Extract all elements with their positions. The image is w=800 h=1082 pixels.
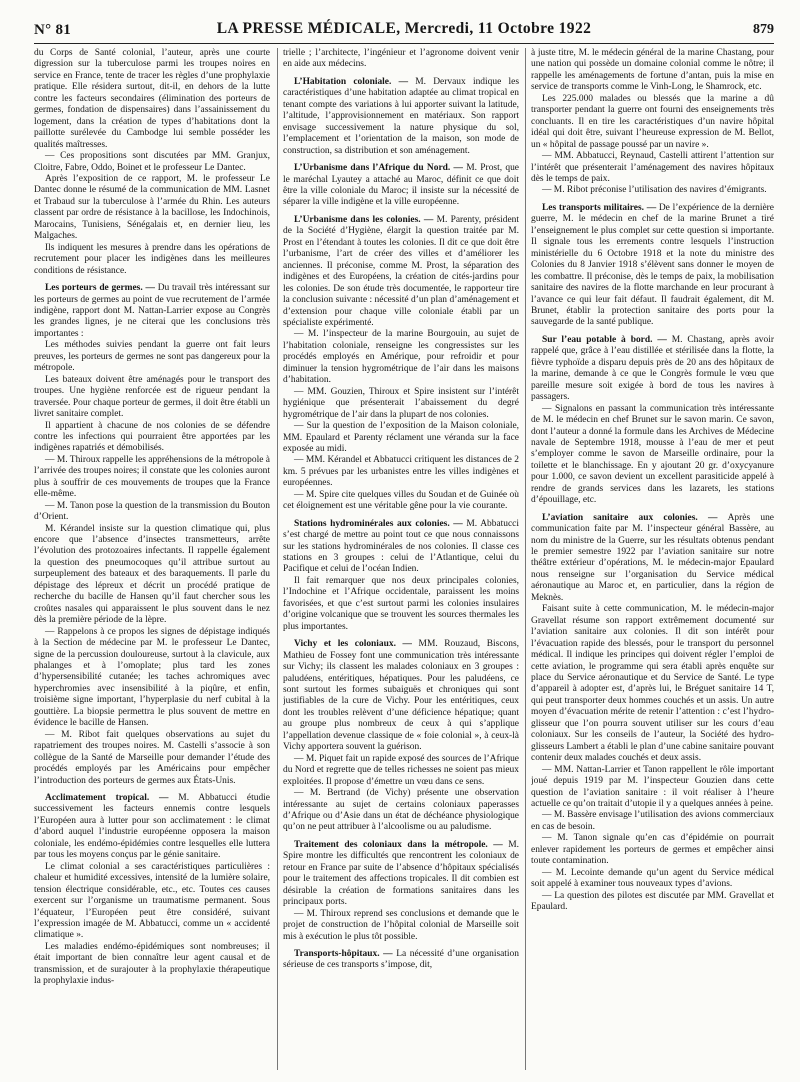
paragraph: L’Urbanisme dans l’Afrique du Nord. — M. Prost, que le maréchal Lyautey a attaché au Maroc, définit ce que doit être la ville coloniale du Maroc; il insiste sur la nécessité de séparer la ville indigène et la ville européenne. [283,163,519,208]
paragraph: Traitement des coloniaux dans la métropole. — M. Spire montre les difficultés que rencontrent les coloniaux de retour en France par suite de l’absence d’hôpitaux spécialisés pour le traitement des affections tropicales. Il dit combien est désirable la création de formations sanitaires dans les principaux ports. [283,839,519,908]
paragraph: — La question des pilotes est discutée par MM. Gravellat et Epaulard. [531,890,774,913]
paragraph: L’Habitation coloniale. — M. Dervaux indique les caractéristiques d’une habitation adaptée au climat tropical en tenant compte des variations à lui apporter suivant la latitude, l’altitude, l’approvisionnement en matériaux. Son rapport envisage successivement la nature physique du sol, l’emplacement et l’orientation de la maison, son mode de construction, sa distribution et son aménagement. [283,76,519,156]
text-column-3 [531,48,774,1072]
paragraph: — MM. Gouzien, Thiroux et Spire insistent sur l’intérêt hygiénique que présenterait l’abaissement du degré hygrométrique de l’air dans la plupart de nos colonies. [283,386,519,420]
column-divider [525,48,526,1070]
paragraph: Le climat colonial a ses caractéristiques particulières : chaleur et humidité excessives, intensité de la lumière solaire, tension électrique considérable, etc., etc. Toutes ces causes exercent sur l’organisme un traumatisme permanent. Sous l’équateur, l’Européen peut être considéré, suivant l’expression imagée de M. Abbatucci, comme un « accidenté climatique ». [34,861,270,941]
paragraph: L’Urbanisme dans les colonies. — M. Parenty, président de la Société d’Hygiène, élargit la question traitée par M. Prost en l’étendant à toutes les colonies. Il dit ce que doit être l’urbanisme, l’art de créer des villes et d’améliorer les anciennes. Il préconise, comme M. Prost, la séparation des indigènes et des Européens, la création de cités-jardins pour les colonies. De son étude très documentée, le rapporteur tire la conclusion suivante : nécessité d’un plan d’aménagement et d’extension pour chaque ville coloniale établi par un spécialiste expérimenté. [283,214,519,328]
paragraph: Il appartient à chacune de nos colonies de se défendre contre les infections qui pourraient être apportées par les indigènes rapatriés et démobilisés. [34,420,270,454]
paragraph: — MM. Kérandel et Abbatucci critiquent les distances de 2 km. 5 prévues par les urbanistes entre les villes indigènes et européennes. [283,455,519,489]
paragraph: — MM. Nattan-Larrier et Tanon rappellent le rôle important joué depuis 1919 par M. l’inspecteur Gouzien dans cette question de l’aviation sanitaire : il voit réaliser à l’heure actuelle ce qu’on traitait d’utopie il y a quelques années à peine. [531,764,774,809]
paragraph: — M. Thiroux rappelle les appréhensions de la métropole à l’arrivée des troupes noires; il constate que les colonies auront plus à souffrir de ces mouvements de troupes que la France elle-même. [34,454,270,500]
paragraph: trielle ; l’architecte, l’ingénieur et l’agronome doivent venir en aide aux médecins. [283,48,519,70]
paragraph: Les 225.000 malades ou blessés que la marine a dû transporter pendant la guerre ont fourni des enseignements très concluants. Il en tire les caractéristiques d’un navire hôpital idéal qui doit être, suivant l’heureuse expression de M. Bellot, un « hôpital de passage poussé par un navire ». [531,93,774,150]
page-header [34,20,774,42]
column-divider [277,48,278,1070]
issue-number: N° 81 [34,22,72,38]
header-rule [34,43,774,44]
paragraph: — M. Lecointe demande qu’un agent du Service médical soit appelé à examiner tous nouveaux types d’avions. [531,867,774,890]
paragraph: — MM. Abbatucci, Reynaud, Castelli attirent l’attention sur l’intérêt que présenterait l’aménagement des navires hôpitaux dès le temps de paix. [531,151,774,184]
paragraph: Les bateaux doivent être aménagés pour le transport des troupes. Une hygiène renforcée est de rigueur pendant la traversée. Pour chaque porteur de germes, il doit être établi un livret sanitaire complet. [34,374,270,420]
paragraph: — M. Ribot préconise l’utilisation des navires d’émigrants. [542,185,767,196]
paragraph: du Corps de Santé colonial, l’auteur, après une courte digression sur la tuberculose parmi les troupes noires en service en France, tente de tracer les règles d’une prophylaxie pratique. Elle résidera surtout, dit-il, en dehors de la lutte contre les facteurs secondaires (élimination des porteurs de germes, fondation de dispensaires) dans l’assainissement du logement, dans la création de types d’habitations dont la paillotte surélevée du Cambodge lui semble posséder les qualités maîtresses. [34,48,270,150]
journal-title: LA PRESSE MÉDICALE, Mercredi, 11 Octobre 1922 [216,20,592,37]
paragraph: — M. l’inspecteur de la marine Bourgouin, au sujet de l’habitation coloniale, renseigne les congressistes sur les procédés employés en Amérique, pour refroidir et pour diminuer la tension hygrométrique de l’air dans les maisons d’habitation. [283,329,519,386]
paragraph: — M. Bassère envisage l’utilisation des avions commerciaux en cas de besoin. [531,810,774,832]
paragraph: Vichy et les coloniaux. — MM. Rouzaud, Biscons, Mathieu de Fossey font une communication très intéressante sur Vichy; ils classent les malades coloniaux en 3 groupes : paludéens, entéritiques, hépatiques. Pour les paludéens, ce sont surtout les formes subaiguës et chroniques qui sont justifiables de la cure de Vichy. Pour les entéritiques, ceux dont les troubles relèvent d’une déficience hépatique; quant au groupe plus nombreux de ceux à qui s’applique l’appellation devenue classique de « foie colonial », à ceux-là Vichy apportera souvent la guérison. [283,639,519,753]
text-column-2 [283,48,519,1072]
paragraph: — Signalons en passant la communication très intéressante de M. le médecin en chef Brunet sur le savon marin. Ce savon, dont l’auteur a donné la formule dans les Archives de Médecine navale de Septembre 1918, mousse à l’eau de mer et peut s’employer comme le savon de Marseille ordinaire, pour la toilette et le blanchissage. En y ajoutant 20 gr. d’oxycyanure pour 1.000, ce savon devient un excellent parasiticide appelé à rendre de grands services dans les lazarets, les stations d’épouillage, etc. [531,403,774,506]
paragraph: — Sur la question de l’exposition de la Maison coloniale, MM. Epaulard et Parenty réclament une véranda sur la face exposée au midi. [283,421,519,454]
paragraph: à juste titre, M. le médecin général de la marine Chastang, pour une nation qui possède un domaine colonial comme le nôtre; il rappelle les aménagements de fortune d’antan, puis la mise en service de transports comme le Vinh-Long, le Shamrock, etc. [531,48,774,93]
paragraph: M. Kérandel insiste sur la question climatique qui, plus encore que l’absence d’insectes transmetteurs, arrête l’évolution des protozoaires infectants. Il rappelle également la question des pneumocoques qu’il attribue surtout au surpeuplement des bateaux et des baraquements. Il parle du dépistage des lépreux et décrit un procédé pratique de recherche du bacille de Hansen qu’il faut chercher sous les croûtes nasales qui apparaissent le plus souvent dans le nez dès la première période de la lèpre. [34,523,270,626]
paragraph: — M. Piquet fait un rapide exposé des sources de l’Afrique du Nord et regrette que de telles richesses ne soient pas mieux exploitées. Il propose d’émettre un vœu dans ce sens. [283,753,519,787]
paragraph: Les méthodes suivies pendant la guerre ont fait leurs preuves, les porteurs de germes ne sont pas dangereux pour la métropole. [34,340,270,374]
paragraph: L’aviation sanitaire aux colonies. — Après une communication faite par M. l’inspecteur général Bassère, au nom du ministre de la Guerre, sur les résultats obtenus pendant le premier semestre 1922 par l’aviation sanitaire sur notre théâtre extérieur d’opérations, M. le médecin-major Epaulard nous renseigne sur l’organisation du Service médical aéronautique au Maroc et, en particulier, dans la région de Meknès. [531,512,774,603]
paragraph: Les porteurs de germes. — Du travail très intéressant sur les porteurs de germes au point de vue recrutement de l’armée indigène, rapport dont M. Nattan-Larrier expose au Congrès les grandes lignes, je ne citerai que les conclusions très importantes : [34,283,270,339]
paragraph: Acclimatement tropical. — M. Abbatucci étudie successivement les facteurs ennemis contre lesquels l’Européen aura à lutter pour son acclimatement : le climat d’abord auquel l’industrie européenne opposera la maison coloniale, les endémo-épidémies contre lesquelles elle luttera par tous les moyens conçus par le génie sanitaire. [34,793,270,861]
paragraph: Transports-hôpitaux. — La nécessité d’une organisation sérieuse de ces transports s’impose, dit, [283,948,519,971]
paragraph: Ils indiquent les mesures à prendre dans les opérations de recrutement pour placer les indigènes dans les meilleures conditions de résistance. [34,242,270,276]
paragraph: — M. Bertrand (de Vichy) présente une observation intéressante au sujet de certains coloniaux paperasses d’Afrique ou d’Asie dans un état de déchéance physiologique qu’on ne peut attribuer à l’alcoolisme ou au paludisme. [283,788,519,833]
paragraph: Les transports militaires. — De l’expérience de la dernière guerre, M. le médecin en chef de la marine Brunet a tiré l’enseignement le plus complet sur cette question si importante. Il signale tous les errements contre lesquels l’instruction ministérielle du 6 Octobre 1918 et la note du ministre des Colonies du 8 Janvier 1918 s’élèvent sans donner le moyen de les combattre. Il préconise, dès le temps de paix, la mobilisation sanitaire des navires de la flotte marchande en leur procurant à l’avance ce qui leur fait défaut. Il faudrait également, dit M. Brunet, établir la protection sanitaire des ports pour la sauvegarde de la santé publique. [531,202,774,328]
page-number: 879 [753,22,774,37]
paragraph: Après l’exposition de ce rapport, M. le professeur Le Dantec donne le résumé de la communication de MM. Lasnet et Trabaud sur la tuberculose à l’armée du Rhin. Les auteurs classent par ordre de résistance à la bacillose, les Indochinois, Marocains, Tunisiens, Sénégalais et, en dernier lieu, les Malgaches. [34,173,270,242]
paragraph: — M. Thiroux reprend ses conclusions et demande que le projet de construction de l’hôpital colonial de Marseille soit mis à exécution le plus tôt possible. [283,908,519,942]
paragraph: Les maladies endémo-épidémiques sont nombreuses; il était important de bien connaître leur agent causal et de transmission, et de surajouter à la prophylaxie thérapeutique la prophylaxie indus- [34,941,270,987]
paragraph: — Ces propositions sont discutées par MM. Granjux, Cloitre, Fabre, Oddo, Boinet et le professeur Le Dantec. [34,151,270,173]
text-column-1 [34,48,270,1072]
paragraph: — M. Tanon signale qu’en cas d’épidémie on pourrait enlever rapidement les porteurs de germes et empêcher ainsi toute contamination. [531,833,774,867]
paragraph: — M. Spire cite quelques villes du Soudan et de Guinée où cet éloignement est une véritable gêne pour la vie courante. [283,489,519,512]
paragraph: Faisant suite à cette communication, M. le médecin-major Gravellat résume son rapport extrêmement documenté sur l’aviation sanitaire aux colonies. Il dit son intérêt pour l’évacuation rapide des blessés, pour le transport du personnel médical. Il indique les principes qui doivent régler l’emploi de cette aviation, le programme qui sera établi après enquête sur place du Service aéronautique et du Service de Santé. Le type d’appareil à adopter est, d’après lui, le Bréguet sanitaire 14 T, qui peut transporter deux hommes couchés et un assis. Un autre moyen d’évacuation mérite de retenir l’attention : c’est l’hydro-glisseur que l’on pourra souvent utiliser sur les cours d’eau coloniaux. Sur les conseils de l’auteur, la Société des hydro-glisseurs Lambert a établi le plan d’une cabine sanitaire pouvant contenir deux malades couchés et deux assis. [531,604,774,764]
paragraph: — M. Tanon pose la question de la transmission du Bouton d’Orient. [34,500,270,523]
paragraph: Sur l’eau potable à bord. — M. Chastang, après avoir rappelé que, grâce à l’eau distillée et stérilisée dans la flotte, la fièvre typhoïde a disparu depuis près de 20 ans des hôpitaux de la marine, demande à ce que le Congrès formule le vœu que pareille mesure soit exigée à bord de tous les navires à passagers. [531,334,774,403]
paragraph: — M. Ribot fait quelques observations au sujet du rapatriement des troupes noires. M. Castelli s’associe à son collègue de la Santé de Marseille pour demander l’étude des procédés employés par les Américains pour empêcher l’introduction des porteurs de germes aux États-Unis. [34,729,270,786]
paragraph: Il fait remarquer que nos deux principales colonies, l’Indochine et l’Afrique occidentale, paraissent les moins favorisées, et que c’est surtout parmi les colonies insulaires d’origine volcanique que se trouvent les sources thermales les plus importantes. [283,575,519,632]
paragraph: — Rappelons à ce propos les signes de dépistage indiqués à la Section de médecine par M. le professeur Le Dantec, signe de la percussion douloureuse, surtout à la clavicule, aux phalanges et à l’omoplate; plus tard les zones d’hypersensibilité cutanée; les taches achromiques avec hyperchromies avec insensibilité à la piqûre, et enfin, troisième signe important, l’hyperplasie du nerf cubital à la gouttière. La biopsie permettra le plus souvent de mettre en évidence le bacille de Hansen. [34,626,270,729]
paragraph: Stations hydrominérales aux colonies. — M. Abbatucci s’est chargé de mettre au point tout ce que nous connaissons sur les stations hydrominérales de nos colonies. Il classe ces stations en 3 groupes : celui de l’Atlantique, celui du Pacifique et celui de l’océan Indien. [283,518,519,575]
